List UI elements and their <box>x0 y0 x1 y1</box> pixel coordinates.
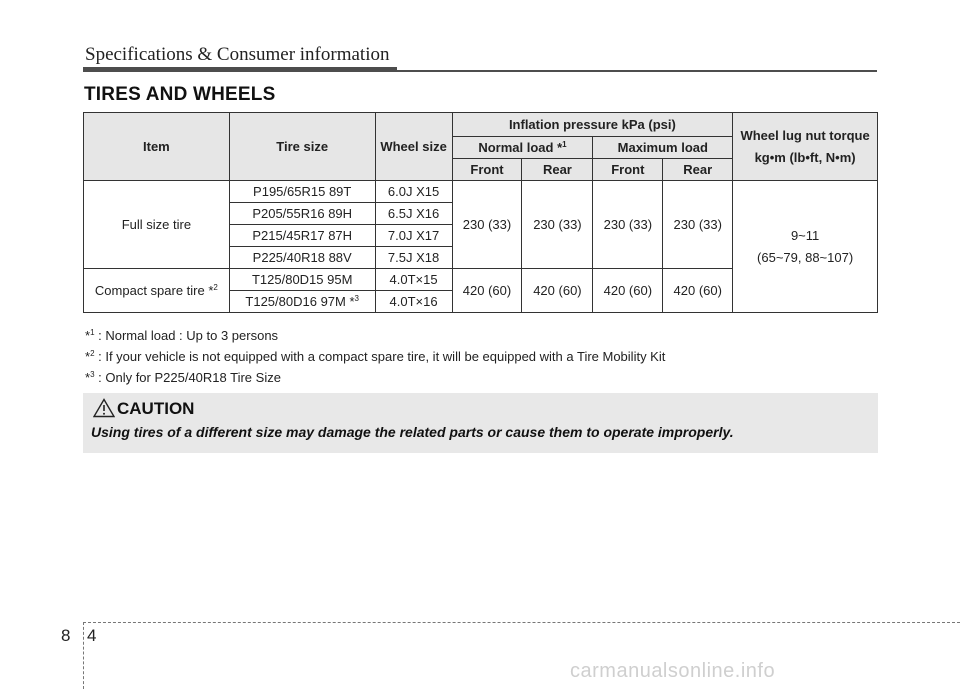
footnote-star: * <box>85 328 91 343</box>
header-max-rear: Rear <box>663 159 733 181</box>
footnote <box>85 343 665 364</box>
footnote-mark: 2 <box>213 283 218 292</box>
footnote-star: * <box>85 370 91 385</box>
compact-spare-label-text: Compact spare tire * <box>94 283 214 298</box>
footnote-text: : If your vehicle is not equipped with a compact spare tire, it will be equipped with a Tire Mobility Kit <box>94 349 666 364</box>
torque-value-cell <box>733 181 878 313</box>
footer-divider <box>83 622 84 689</box>
wheel-size-cell: 4.0T×15 <box>375 269 452 291</box>
tire-size-cell: P195/65R15 89T <box>229 181 375 203</box>
full-size-tire-label: Full size tire <box>84 181 230 269</box>
warning-triangle-icon <box>93 398 115 418</box>
footnote-mark: 1 <box>562 140 567 149</box>
footnote <box>85 364 665 385</box>
tire-size-text: T125/80D16 97M * <box>245 294 355 309</box>
footnote-text: : Only for P225/40R18 Tire Size <box>94 370 281 385</box>
wheel-size-cell: 4.0T×16 <box>375 291 452 313</box>
watermark: carmanualsonline.info <box>570 660 776 682</box>
full-max-front: 230 (33) <box>593 181 663 269</box>
caution-box <box>83 393 878 453</box>
footnote-text: : Normal load : Up to 3 persons <box>94 328 279 343</box>
header-bar-thick <box>83 67 397 72</box>
running-header-title: Specifications & Consumer information <box>85 44 390 65</box>
torque-kgm: 9~11 <box>790 227 820 243</box>
full-normal-rear: 230 (33) <box>522 181 593 269</box>
tire-size-cell: P205/55R16 89H <box>229 203 375 225</box>
chapter-number: 8 <box>61 626 71 645</box>
header-normal-rear: Rear <box>522 159 593 181</box>
footnote <box>85 322 665 343</box>
footnote-mark: 2 <box>90 349 95 358</box>
tire-size-cell: P225/40R18 88V <box>229 247 375 269</box>
torque-lbft-nm: (65~79, 88~107) <box>757 249 854 265</box>
header-normal-load-text: Normal load * <box>478 140 563 155</box>
section-title: TIRES AND WHEELS <box>84 84 276 105</box>
header-max-front: Front <box>593 159 663 181</box>
wheel-size-cell: 7.5J X18 <box>375 247 452 269</box>
header-torque-line2: kg•m (lb•ft, N•m) <box>754 149 856 165</box>
header-inflation-pressure: Inflation pressure kPa (psi) <box>452 113 733 137</box>
footnote-mark: 1 <box>90 328 95 337</box>
tire-size-cell <box>229 291 375 313</box>
header-wheel-size: Wheel size <box>375 113 452 181</box>
footer-rule <box>83 622 960 623</box>
caution-title: CAUTION <box>117 399 195 418</box>
header-wheel-lug-nut-torque <box>733 113 878 181</box>
wheel-size-cell: 6.5J X16 <box>375 203 452 225</box>
header-rule <box>397 70 877 72</box>
spare-max-front: 420 (60) <box>593 269 663 313</box>
spare-max-rear: 420 (60) <box>663 269 733 313</box>
caution-text: Using tires of a different size may damage the related parts or cause them to operate improperly. <box>91 424 734 440</box>
wheel-size-cell: 7.0J X17 <box>375 225 452 247</box>
compact-spare-label <box>84 269 230 313</box>
header-tire-size: Tire size <box>229 113 375 181</box>
header-torque-line1: Wheel lug nut torque <box>740 127 870 143</box>
spare-normal-rear: 420 (60) <box>522 269 593 313</box>
footnote-star: * <box>85 349 91 364</box>
footnote-mark: 3 <box>354 294 359 303</box>
full-normal-front: 230 (33) <box>452 181 522 269</box>
header-normal-front: Front <box>452 159 522 181</box>
footnotes <box>85 322 665 385</box>
tires-wheels-table <box>83 112 878 313</box>
wheel-size-cell: 6.0J X15 <box>375 181 452 203</box>
table-row <box>84 181 878 203</box>
header-normal-load <box>452 137 593 159</box>
tire-size-cell: T125/80D15 95M <box>229 269 375 291</box>
tire-size-cell: P215/45R17 87H <box>229 225 375 247</box>
spare-normal-front: 420 (60) <box>452 269 522 313</box>
header-maximum-load: Maximum load <box>593 137 733 159</box>
page-number: 4 <box>87 626 97 645</box>
header-item: Item <box>84 113 230 181</box>
footnote-mark: 3 <box>90 370 95 379</box>
full-max-rear: 230 (33) <box>663 181 733 269</box>
